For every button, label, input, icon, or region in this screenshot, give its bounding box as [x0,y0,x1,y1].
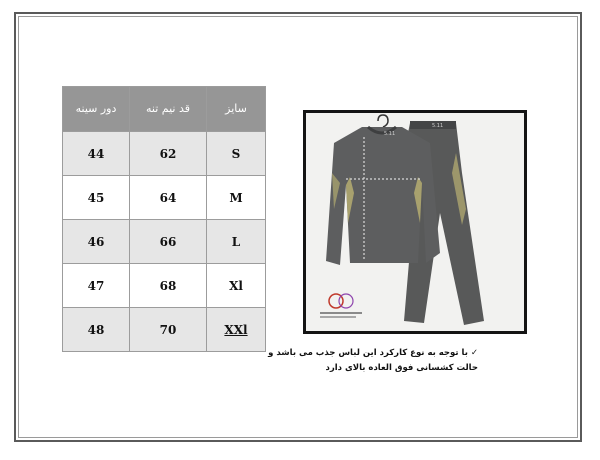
product-photo [303,110,527,334]
pants-brand-label: 5.11 [432,123,444,129]
cell-length: 62 [130,132,207,176]
table-row [63,220,266,264]
note-line-1 [248,346,478,361]
product-illustration [306,113,524,331]
check-icon: ✓ [470,348,478,358]
cell-size: S [207,132,266,176]
table-row [63,132,266,176]
cell-chest: 48 [63,308,130,352]
cell-size: M [207,176,266,220]
brand-label: 5.11 [384,131,396,137]
note-line-1-text: با توجه به نوع کارکرد این لباس جذب می باشد و [268,348,468,358]
fit-note [248,346,478,376]
table-row [63,308,266,352]
cell-length: 70 [130,308,207,352]
table-row [63,176,266,220]
cell-length: 66 [130,220,207,264]
cell-size: Xl [207,264,266,308]
cell-size: XXl [207,308,266,352]
cell-length: 64 [130,176,207,220]
cell-chest: 45 [63,176,130,220]
cell-size: L [207,220,266,264]
table-row [63,264,266,308]
note-line-2: حالت کشسانی فوق العاده بالای دارد [325,363,478,373]
table-header-row [63,87,266,132]
cell-chest: 44 [63,132,130,176]
cell-length: 68 [130,264,207,308]
cell-chest: 47 [63,264,130,308]
header-size: سایز [207,87,266,132]
cell-chest: 46 [63,220,130,264]
header-chest: دور سینه [63,87,130,132]
header-length: قد نیم تنه [130,87,207,132]
size-chart-table [62,86,266,352]
